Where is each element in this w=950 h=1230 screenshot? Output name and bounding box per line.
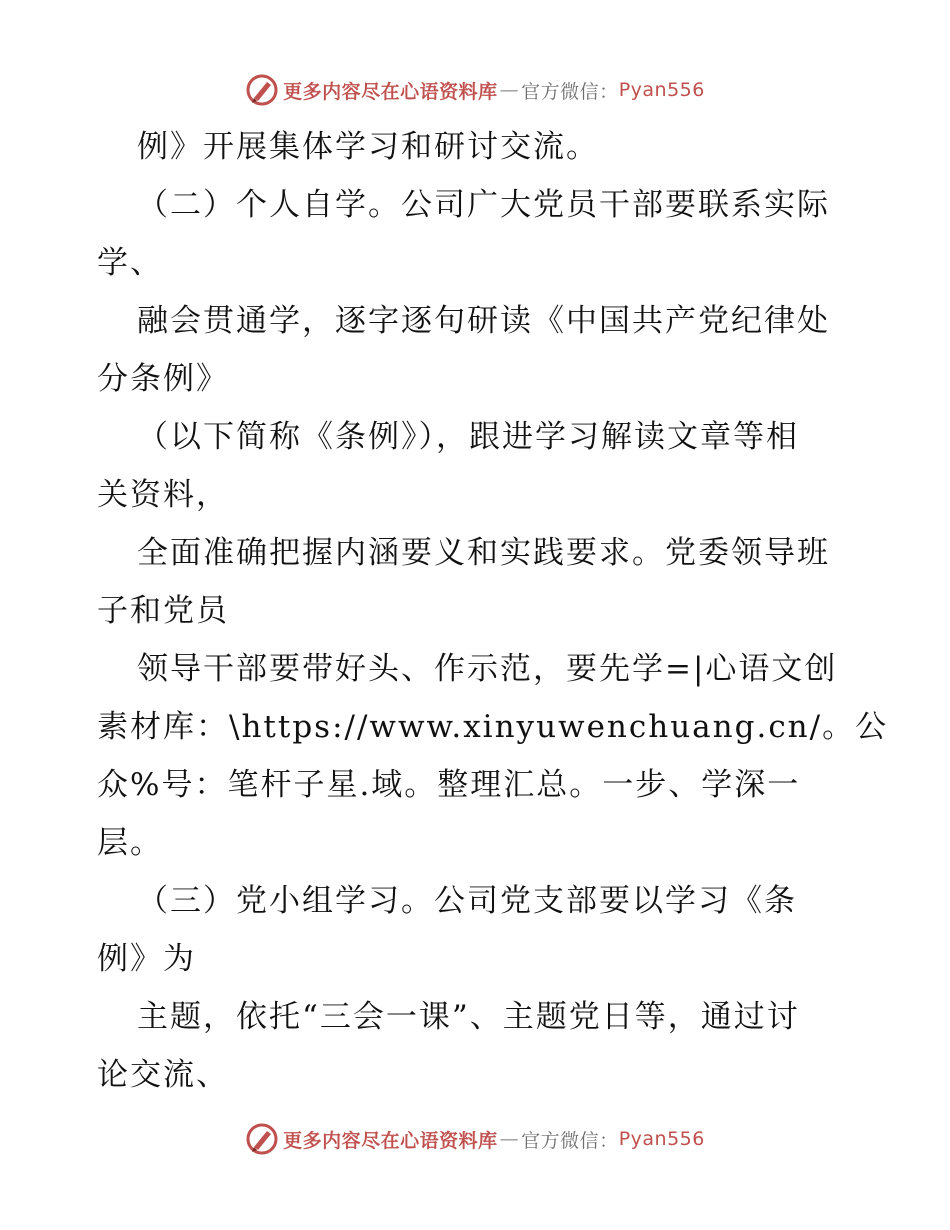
- body-line: （二）个人自学。公司广大党员干部要联系实际: [137, 187, 830, 223]
- pen-logo-icon: [245, 73, 279, 107]
- body-line: （三）党小组学习。公司党支部要以学习《条: [137, 883, 797, 919]
- body-line: 融会贯通学，逐字逐句研读《中国共产党纪律处: [137, 303, 830, 339]
- body-line: 关资料，: [97, 477, 229, 513]
- body-line: 众%号：笔杆子星.域。整理汇总。一步、学深一: [97, 767, 801, 803]
- banner-label: 官方微信：: [521, 80, 619, 103]
- header-banner: [0, 70, 950, 110]
- banner-dash: —: [499, 1128, 520, 1150]
- body-line: 主题，依托“三会一课”、主题党日等，通过讨: [137, 999, 800, 1035]
- banner-wechat-id: Pyan556: [618, 1128, 705, 1150]
- body-line: 子和党员: [97, 593, 229, 629]
- body-line: 层。: [97, 825, 163, 861]
- banner-text: 更多内容尽在心语资料库: [283, 80, 498, 103]
- body-line: （以下简称《条例》），跟进学习解读文章等相: [137, 419, 799, 455]
- body-line: 全面准确把握内涵要义和实践要求。党委领导班: [137, 535, 830, 571]
- body-line: 例》开展集体学习和研讨交流。: [137, 129, 599, 165]
- banner-wechat-id: Pyan556: [618, 79, 705, 101]
- body-line: 论交流、: [97, 1057, 229, 1093]
- banner-label: 官方微信：: [521, 1129, 619, 1152]
- body-line: 分条例》: [97, 361, 229, 397]
- pen-logo-icon: [245, 1122, 279, 1156]
- body-line: 学、: [97, 245, 163, 281]
- body-line: 素材库：\https://www.xinyuwenchuang.cn/。公: [97, 709, 889, 745]
- body-line: 领导干部要带好头、作示范，要先学=|心语文创: [137, 651, 838, 687]
- document-body: [97, 118, 889, 1104]
- footer-banner: [0, 1119, 950, 1159]
- banner-dash: —: [499, 79, 520, 101]
- body-line: 例》为: [97, 941, 196, 977]
- banner-text: 更多内容尽在心语资料库: [283, 1129, 498, 1152]
